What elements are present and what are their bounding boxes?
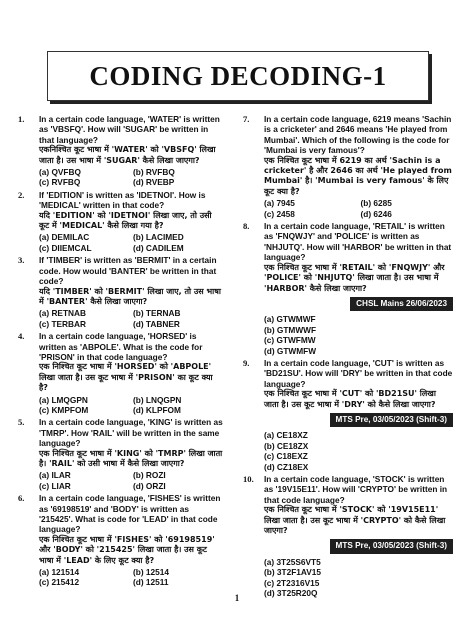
option-item: (c) 2458 <box>264 208 295 219</box>
options-list <box>39 232 223 253</box>
question-text-hindi: यदि 'EDITION' को 'IDETNOI' लिखा जाए, तो उसी कूट में 'MEDICAL' कैसे लिखा गया है? <box>39 210 212 231</box>
question-item <box>18 417 223 491</box>
question-text-hindi: एक निश्चित कूट भाषा में 'STOCK' को '19V15E11' लिखा जाता है। उस कूट भाषा में 'CRYPTO' को कैसे लिखा जाएगा? <box>264 505 446 536</box>
question-number: 3. <box>18 255 25 266</box>
left-column <box>18 114 223 590</box>
question-item <box>243 114 453 219</box>
question-item <box>243 358 453 472</box>
exam-source-badge: MTS Pre, 03/05/2023 (Shift-3) <box>330 413 453 427</box>
question-text-english: In a certain code language, 'CUT' is written as 'BD21SU'. How will 'DRY' be written in that code language? <box>264 357 453 389</box>
question-item <box>18 331 223 415</box>
question-number: 5. <box>18 417 25 428</box>
right-column <box>243 114 453 600</box>
option-item: (b) CE18ZX <box>264 440 309 451</box>
option-item: (a) DEMILAC <box>39 232 90 243</box>
option-item: (d) ORZI <box>133 480 166 491</box>
option-item: (b) ROZI <box>133 470 166 481</box>
option-item: (d) CZ18EX <box>264 461 309 472</box>
option-item: (b) TERNAB <box>133 308 181 319</box>
option-item: (b) LACIMED <box>133 232 184 243</box>
question-text-english: If 'TIMBER' is written as 'BERMIT' in a certain code. How would 'BANTER' be written in that code? <box>39 255 217 287</box>
option-item: (c) 2T2316V15 <box>264 577 320 588</box>
option-item: (a) 3T25S6VT5 <box>264 556 321 567</box>
question-item <box>18 493 223 588</box>
option-item: (a) ILAR <box>39 470 71 481</box>
question-text-english: In a certain code language, 'HORSED' is written as 'ABPOLE'. What is the code for 'PRISON' in that code language? <box>39 331 203 362</box>
option-item: (c) KMPFOM <box>39 404 89 415</box>
question-item <box>18 190 223 253</box>
option-item: (a) CE18XZ <box>264 430 308 441</box>
question-text-english: In a certain code language, 'WATER' is written as 'VBSFQ'. How will 'SUGAR' be written in that language? <box>39 114 220 145</box>
question-text-english: In a certain code language, 'RETAIL' is written as 'FNQWJY' and 'POLICE' is written as 'NHJUTQ'. How will 'HARBOR' be written in that language? <box>264 221 452 263</box>
exam-source-badge: MTS Pre, 03/05/2023 (Shift-3) <box>330 539 453 553</box>
question-number: 8. <box>243 221 250 232</box>
question-item <box>243 474 453 598</box>
page-title-box <box>47 51 429 101</box>
option-item: (d) 12511 <box>133 577 169 588</box>
option-item: (d) KLPFOM <box>133 404 181 415</box>
options-list <box>264 198 453 219</box>
option-item: (c) RVFBQ <box>39 177 81 188</box>
option-item: (b) 12514 <box>133 567 169 578</box>
options-list <box>264 314 453 356</box>
option-item: (d) GTWMFW <box>264 345 317 356</box>
question-text-hindi: एक निश्चित कूट भाषा में 'KING' को 'TMRP' लिखा जाता है। 'RAIL' को उसी भाषा में कैसे लिखा जाएगा? <box>39 448 223 468</box>
options-list <box>39 167 223 188</box>
options-list <box>39 395 223 416</box>
question-item <box>18 255 223 329</box>
question-number: 10. <box>243 474 254 484</box>
options-list <box>39 308 223 329</box>
option-item: (a) LMQGPN <box>39 394 88 405</box>
question-number: 7. <box>243 114 250 124</box>
question-text-english: In a certain code language, 'FISHES' is written as '69198519' and 'BODY' is written as '215425'. What is code for 'LEAD' in that code language? <box>39 493 221 535</box>
option-item: (c) C18EXZ <box>264 451 308 462</box>
question-number: 4. <box>18 331 25 342</box>
option-item: (d) 6246 <box>360 208 392 219</box>
question-text-hindi: एक निश्चित कूट भाषा में 6219 का अर्थ 'Sachin is a cricketer' है और 2646 का अर्थ 'He played from Mumbai' है। 'Mumbai is very famous' के लिए कूट क्या है? <box>264 155 452 196</box>
exam-source-row <box>264 539 453 553</box>
option-item: (a) GTWMWF <box>264 314 316 325</box>
question-number: 1. <box>18 114 25 124</box>
page-title: CODING DECODING-1 <box>89 60 387 91</box>
option-item: (b) 6285 <box>360 198 392 209</box>
option-item: (a) QVFBQ <box>39 167 81 178</box>
question-text-english: If 'EDITION' is written as 'IDETNOI'. How is 'MEDICAL' written in that code? <box>39 189 206 211</box>
question-text-english: In a certain code language, 6219 means 'Sachin is a cricketer' and 2646 means 'He played from Mumbai'. Which of the following is the code for 'Mumbai is very famous'? <box>264 114 452 156</box>
option-item: (c) 215412 <box>39 577 80 588</box>
question-text-hindi: एक निश्चित कूट भाषा में 'HORSED' को 'ABPOLE' लिखा जाता है। उस कूट भाषा में 'PRISON' का कूट क्या है? <box>39 362 213 393</box>
option-item: (c) DIIEMCAL <box>39 242 92 253</box>
question-text-hindi: एक निश्चित कूट भाषा में 'FISHES' को '69198519' और 'BODY' को '215425' लिखा जाता है। उस कूट भाषा में 'LEAD' के लिए कूट क्या है? <box>39 534 215 565</box>
question-text-hindi: एकनिश्चित कूट भाषा में 'WATER' को 'VBSFQ' लिखा जाता है। उस भाषा में 'SUGAR' कैसे लिखा जाएगा? <box>39 145 216 165</box>
option-item: (a) 7945 <box>264 198 295 209</box>
question-number: 6. <box>18 493 25 504</box>
option-item: (d) CADILEM <box>133 242 184 253</box>
option-item: (d) RVEBP <box>133 177 175 188</box>
option-item: (c) TERBAR <box>39 318 87 329</box>
exam-source-badge: CHSL Mains 26/06/2023 <box>350 297 453 311</box>
exam-source-row <box>264 413 453 427</box>
question-number: 9. <box>243 357 250 368</box>
question-text-english: In a certain code language, 'STOCK' is written as '19V15E11'. How will 'CRYPTO' be written in that code language? <box>264 474 448 505</box>
options-list <box>39 567 223 588</box>
option-item: (c) LIAR <box>39 480 71 491</box>
question-text-english: In a certain code language, 'KING' is written as 'TMRP'. How 'RAIL' will be written in the same language? <box>39 417 223 449</box>
option-item: (a) 121514 <box>39 567 80 578</box>
exam-source-row <box>264 297 453 311</box>
question-number: 2. <box>18 189 25 200</box>
question-text-hindi: यदि 'TIMBER' को 'BERMIT' लिखा जाए, तो उस भाषा में 'BANTER' कैसे लिखा जाएगा? <box>39 286 221 306</box>
question-item <box>243 221 453 356</box>
option-item: (a) RETNAB <box>39 308 87 319</box>
question-item <box>18 114 223 188</box>
option-item: (b) RVFBQ <box>133 167 175 178</box>
option-item: (b) GTMWWF <box>264 324 317 335</box>
option-item: (b) 3T2F1AV15 <box>264 567 322 578</box>
question-text-hindi: एक निश्चित कूट भाषा में 'RETAIL' को 'FNQWJY' और 'POLICE' को 'NHJUTQ' लिखा जाता है। उस भाषा में 'HARBOR' कैसे लिखा जाएगा? <box>264 262 445 293</box>
page-number: 1 <box>234 593 240 603</box>
option-item: (d) TABNER <box>133 318 180 329</box>
options-list <box>39 470 223 491</box>
option-item: (b) LNQGPN <box>133 394 182 405</box>
option-item: (d) 3T25R20Q <box>264 588 318 599</box>
question-text-hindi: एक निश्चित कूट भाषा में 'CUT' को 'BD21SU' लिखा जाता है। उस कूट भाषा में 'DRY' को कैसे लिखा जाएगा? <box>264 389 436 409</box>
option-item: (c) GTWFMW <box>264 335 316 346</box>
options-list <box>264 430 453 472</box>
